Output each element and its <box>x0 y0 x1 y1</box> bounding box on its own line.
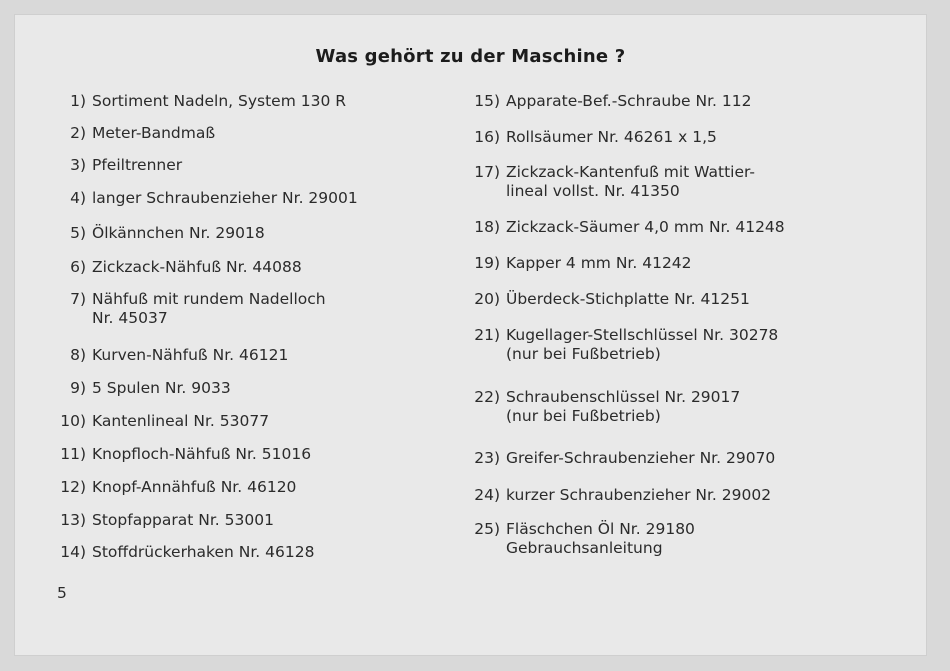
item-text: Greifer-Schraubenzieher Nr. 29070 <box>506 449 776 467</box>
list-item <box>466 388 740 426</box>
item-number: 17) <box>474 163 500 181</box>
list-item <box>52 189 358 208</box>
item-text: Kapper 4 mm Nr. 41242 <box>506 254 692 272</box>
item-text: Knopf-Annähfuß Nr. 46120 <box>92 478 297 496</box>
item-text: Zickzack-Kantenfuß mit Wattier- lineal vollst. Nr. 41350 <box>506 163 755 200</box>
item-number: 8) <box>70 346 86 364</box>
list-item <box>466 218 785 237</box>
item-number: 1) <box>70 92 86 110</box>
list-item <box>52 224 265 243</box>
item-number: 4) <box>70 189 86 207</box>
item-number: 9) <box>70 379 86 397</box>
item-text: Apparate-Bef.-Schraube Nr. 112 <box>506 92 752 110</box>
list-item <box>52 290 326 328</box>
item-text: Rollsäumer Nr. 46261 x 1,5 <box>506 128 717 146</box>
item-text: Überdeck-Stichplatte Nr. 41251 <box>506 290 750 308</box>
item-text: Kantenlineal Nr. 53077 <box>92 412 270 430</box>
list-item <box>52 478 296 497</box>
item-text: Kugellager-Stellschlüssel Nr. 30278 (nur bei Fußbetrieb) <box>506 326 779 363</box>
item-text: Zickzack-Nähfuß Nr. 44088 <box>92 258 302 276</box>
item-text: Meter-Bandmaß <box>92 124 216 142</box>
item-number: 19) <box>474 254 500 272</box>
list-item <box>52 379 231 398</box>
list-item <box>52 124 215 143</box>
item-text: Kurven-Nähfuß Nr. 46121 <box>92 346 289 364</box>
list-item <box>52 92 346 111</box>
item-number: 10) <box>60 412 86 430</box>
item-number: 18) <box>474 218 500 236</box>
list-item <box>52 346 288 365</box>
item-number: 20) <box>474 290 500 308</box>
list-item <box>466 290 750 309</box>
list-item <box>52 156 182 175</box>
item-number: 2) <box>70 124 86 142</box>
list-item <box>52 258 302 277</box>
page-number: 5 <box>57 584 67 602</box>
item-number: 25) <box>474 520 500 538</box>
item-number: 6) <box>70 258 86 276</box>
item-text: Nähfuß mit rundem Nadelloch Nr. 45037 <box>92 290 326 327</box>
item-number: 3) <box>70 156 86 174</box>
list-item <box>466 486 771 505</box>
item-text: Stopfapparat Nr. 53001 <box>92 511 274 529</box>
item-text: Stoffdrückerhaken Nr. 46128 <box>92 543 315 561</box>
item-number: 22) <box>474 388 500 406</box>
list-item <box>52 543 314 562</box>
list-item <box>466 449 775 468</box>
item-text: Sortiment Nadeln, System 130 R <box>92 92 347 110</box>
page-title: Was gehört zu der Maschine ? <box>315 46 626 67</box>
list-item <box>466 254 692 273</box>
list-item <box>466 92 752 111</box>
item-number: 21) <box>474 326 500 344</box>
list-item <box>466 326 778 364</box>
item-text: Zickzack-Säumer 4,0 mm Nr. 41248 <box>506 218 785 236</box>
item-number: 5) <box>70 224 86 242</box>
item-text: Fläschchen Öl Nr. 29180 Gebrauchsanleitung <box>506 520 695 557</box>
item-number: 24) <box>474 486 500 504</box>
item-text: Pfeiltrenner <box>92 156 183 174</box>
document-page <box>14 14 927 656</box>
item-text: Ölkännchen Nr. 29018 <box>92 224 265 242</box>
item-number: 15) <box>474 92 500 110</box>
item-text: 5 Spulen Nr. 9033 <box>92 379 231 397</box>
list-item <box>52 511 274 530</box>
list-item <box>52 412 269 431</box>
item-number: 13) <box>60 511 86 529</box>
item-number: 14) <box>60 543 86 561</box>
list-item <box>466 520 695 558</box>
item-number: 11) <box>60 445 86 463</box>
list-item <box>52 445 311 464</box>
item-number: 16) <box>474 128 500 146</box>
item-number: 12) <box>60 478 86 496</box>
item-text: Knopfloch-Nähfuß Nr. 51016 <box>92 445 312 463</box>
item-text: langer Schraubenzieher Nr. 29001 <box>92 189 358 207</box>
list-item <box>466 163 755 201</box>
item-number: 7) <box>70 290 86 308</box>
item-number: 23) <box>474 449 500 467</box>
item-text: kurzer Schraubenzieher Nr. 29002 <box>506 486 772 504</box>
item-text: Schraubenschlüssel Nr. 29017 (nur bei Fußbetrieb) <box>506 388 741 425</box>
list-item <box>466 128 717 147</box>
